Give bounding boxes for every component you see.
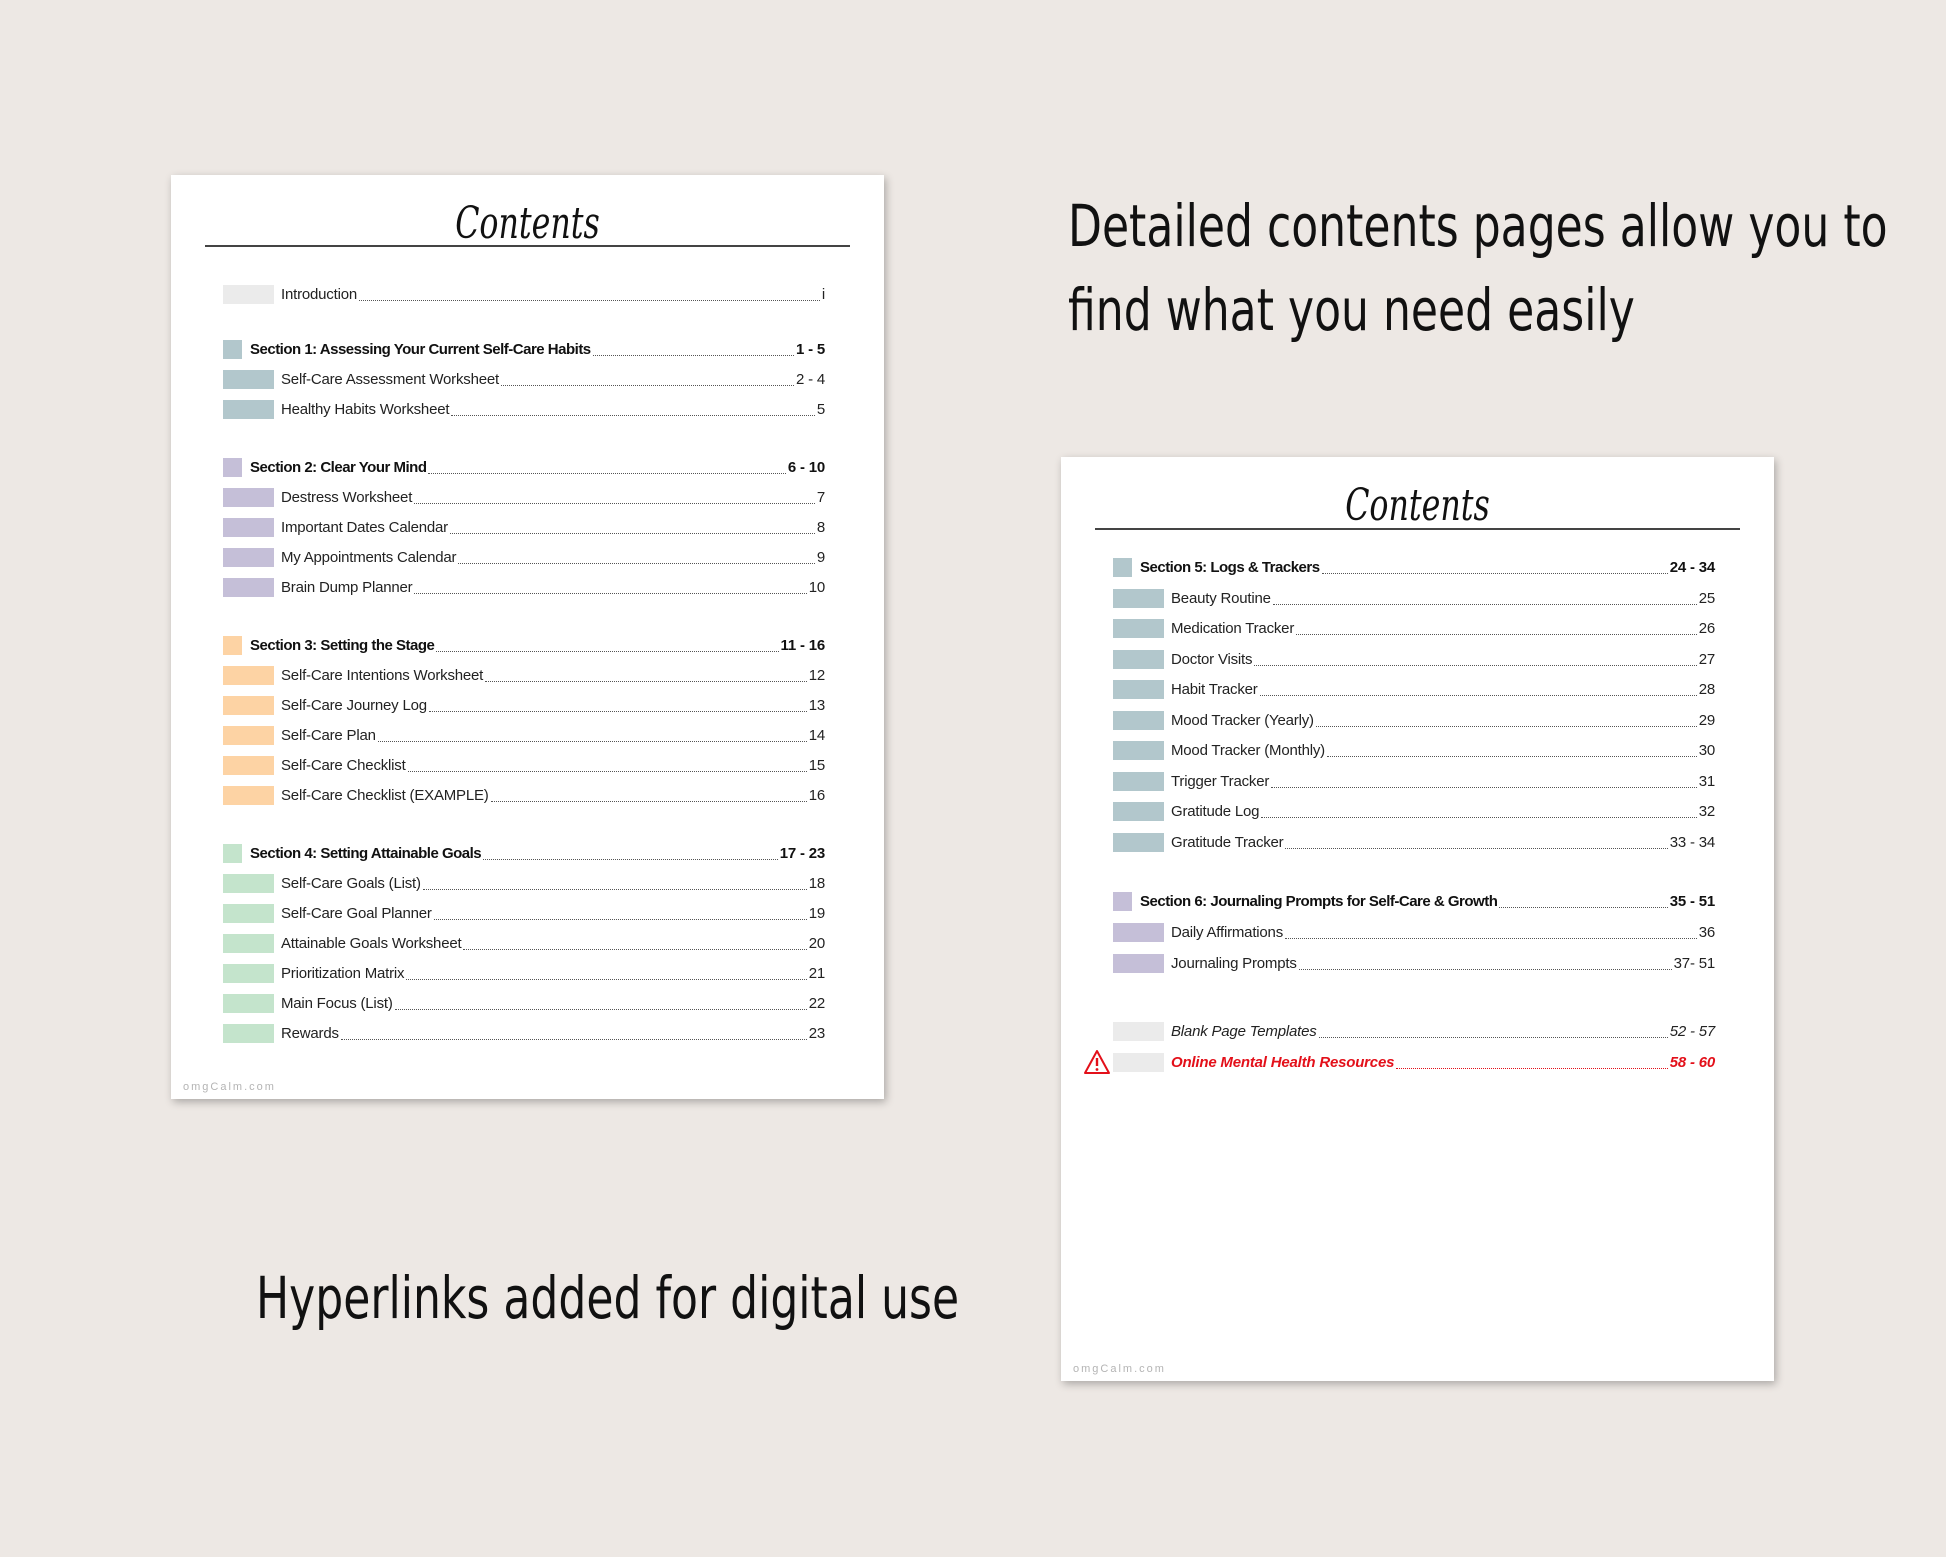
- toc-entry-section-4-setting-attainable-goals[interactable]: [223, 838, 825, 868]
- toc-entry-label: Brain Dump Planner: [281, 578, 413, 596]
- toc-entry-page-number: 22: [808, 994, 825, 1012]
- color-swatch: [223, 874, 274, 893]
- headline-hyperlinks-feature: Hyperlinks added for digital use: [256, 1264, 960, 1332]
- toc-entry-page-number: 52 - 57: [1669, 1022, 1715, 1040]
- toc-entry-label: Beauty Routine: [1171, 589, 1271, 607]
- color-swatch: [1113, 954, 1164, 973]
- toc-entry-destress-worksheet[interactable]: [223, 482, 825, 512]
- color-swatch: [223, 370, 274, 389]
- toc-entry-label: Section 6: Journaling Prompts for Self-Care & Growth: [1140, 892, 1498, 910]
- toc-entry-label: Trigger Tracker: [1171, 772, 1270, 790]
- dot-leader: [1327, 756, 1697, 757]
- toc-entry-prioritization-matrix[interactable]: [223, 958, 825, 988]
- dot-leader: [501, 385, 794, 386]
- color-swatch: [1113, 1022, 1164, 1041]
- headline-contents-feature: [1068, 184, 1888, 352]
- toc-entry-my-appointments-calendar[interactable]: [223, 542, 825, 572]
- color-swatch: [1113, 558, 1132, 577]
- toc-entry-page-number: 18: [808, 874, 825, 892]
- color-swatch: [1113, 619, 1164, 638]
- toc-entry-daily-affirmations[interactable]: [1113, 917, 1715, 947]
- dot-leader: [1273, 604, 1697, 605]
- toc-entry-page-number: 24 - 34: [1669, 558, 1715, 576]
- color-swatch: [1113, 833, 1164, 852]
- toc-entry-label: My Appointments Calendar: [281, 548, 457, 566]
- color-swatch: [223, 756, 274, 775]
- toc-entry-label: Mood Tracker (Monthly): [1171, 741, 1325, 759]
- color-swatch: [223, 578, 274, 597]
- toc-entry-section-2-clear-your-mind[interactable]: [223, 452, 825, 482]
- toc-entry-label: Section 5: Logs & Trackers: [1140, 558, 1320, 576]
- toc-entry-label: Self-Care Intentions Worksheet: [281, 666, 484, 684]
- dot-leader: [429, 711, 807, 712]
- color-swatch: [223, 934, 274, 953]
- dot-leader: [1285, 938, 1697, 939]
- dot-leader: [408, 771, 807, 772]
- color-swatch: [1113, 589, 1164, 608]
- color-swatch: [1113, 680, 1164, 699]
- toc-entry-label: Rewards: [281, 1024, 339, 1042]
- contents-page-right: [1061, 457, 1774, 1381]
- toc-entry-label: Introduction: [281, 285, 357, 303]
- toc-entry-page-number: 25: [1698, 589, 1715, 607]
- contents-page-left: [171, 175, 884, 1099]
- page-title: Contents: [1345, 480, 1490, 531]
- toc-entry-label: Self-Care Plan: [281, 726, 376, 744]
- toc-entry-blank-page-templates[interactable]: [1113, 1016, 1715, 1046]
- toc-entry-label: Important Dates Calendar: [281, 518, 448, 536]
- toc-entry-self-care-goals-list[interactable]: [223, 868, 825, 898]
- toc-entry-label: Medication Tracker: [1171, 619, 1295, 637]
- toc-entry-label: Gratitude Tracker: [1171, 833, 1284, 851]
- toc-entry-label: Self-Care Goals (List): [281, 874, 421, 892]
- toc-entry-label: Mood Tracker (Yearly): [1171, 711, 1314, 729]
- toc-entry-gratitude-log[interactable]: [1113, 796, 1715, 826]
- toc-entry-label: Daily Affirmations: [1171, 923, 1283, 941]
- dot-leader: [428, 473, 785, 474]
- toc-entry-page-number: 37- 51: [1673, 954, 1715, 972]
- dot-leader: [423, 889, 807, 890]
- toc-entry-label: Prioritization Matrix: [281, 964, 405, 982]
- color-swatch: [1113, 741, 1164, 760]
- dot-leader: [451, 415, 815, 416]
- toc-entry-page-number: 30: [1698, 741, 1715, 759]
- dot-leader: [434, 919, 807, 920]
- dot-leader: [1285, 848, 1667, 849]
- color-swatch: [223, 964, 274, 983]
- toc-entry-page-number: 27: [1698, 650, 1715, 668]
- dot-leader: [491, 801, 807, 802]
- color-swatch: [223, 1024, 274, 1043]
- color-swatch: [1113, 1053, 1164, 1072]
- dot-leader: [1260, 695, 1697, 696]
- toc-entry-label: Online Mental Health Resources: [1171, 1053, 1395, 1071]
- toc-entry-label: Main Focus (List): [281, 994, 393, 1012]
- dot-leader: [359, 300, 820, 301]
- dot-leader: [463, 949, 806, 950]
- dot-leader: [436, 651, 778, 652]
- toc-entry-medication-tracker[interactable]: [1113, 613, 1715, 643]
- toc-entry-label: Healthy Habits Worksheet: [281, 400, 450, 418]
- dot-leader: [341, 1039, 807, 1040]
- toc-entry-page-number: 15: [808, 756, 825, 774]
- dot-leader: [1271, 787, 1697, 788]
- footer-watermark: omgCalm.com: [183, 1081, 276, 1093]
- color-swatch: [223, 666, 274, 685]
- dot-leader: [450, 533, 815, 534]
- toc-entry-beauty-routine[interactable]: [1113, 583, 1715, 613]
- toc-entry-page-number: 21: [808, 964, 825, 982]
- toc-entry-page-number: 20: [808, 934, 825, 952]
- toc-entry-page-number: 2 - 4: [795, 370, 825, 388]
- toc-entry-page-number: 36: [1698, 923, 1715, 941]
- dot-leader: [414, 503, 815, 504]
- color-swatch: [223, 786, 274, 805]
- toc-entry-label: Gratitude Log: [1171, 802, 1260, 820]
- page-title: Contents: [455, 198, 600, 249]
- dot-leader: [1319, 1037, 1668, 1038]
- toc-entry-habit-tracker[interactable]: [1113, 674, 1715, 704]
- dot-leader: [1316, 726, 1697, 727]
- warning-icon: [1083, 1049, 1111, 1075]
- toc-entry-page-number: 16: [808, 786, 825, 804]
- color-swatch: [223, 458, 242, 477]
- title-divider: [1095, 528, 1740, 530]
- toc-entry-page-number: 31: [1698, 772, 1715, 790]
- dot-leader: [458, 563, 815, 564]
- dot-leader: [483, 859, 778, 860]
- dot-leader: [406, 979, 806, 980]
- dot-leader: [1322, 573, 1668, 574]
- color-swatch: [223, 548, 274, 567]
- toc-entry-label: Self-Care Checklist: [281, 756, 406, 774]
- dot-leader: [485, 681, 807, 682]
- toc-entry-page-number: i: [821, 285, 825, 303]
- color-swatch: [1113, 772, 1164, 791]
- headline-line-2: find what you need easily: [1068, 276, 1635, 344]
- color-swatch: [223, 904, 274, 923]
- color-swatch: [1113, 802, 1164, 821]
- color-swatch: [1113, 650, 1164, 669]
- toc-entry-doctor-visits[interactable]: [1113, 644, 1715, 674]
- toc-entry-label: Attainable Goals Worksheet: [281, 934, 462, 952]
- toc-entry-page-number: 17 - 23: [779, 844, 825, 862]
- toc-entry-label: Section 2: Clear Your Mind: [250, 458, 427, 476]
- toc-entry-label: Self-Care Checklist (EXAMPLE): [281, 786, 489, 804]
- toc-entry-journaling-prompts[interactable]: [1113, 948, 1715, 978]
- toc-entry-label: Section 3: Setting the Stage: [250, 636, 435, 654]
- toc-entry-page-number: 12: [808, 666, 825, 684]
- dot-leader: [593, 355, 794, 356]
- toc-entry-label: Habit Tracker: [1171, 680, 1258, 698]
- toc-entry-self-care-goal-planner[interactable]: [223, 898, 825, 928]
- color-swatch: [223, 400, 274, 419]
- color-swatch: [1113, 711, 1164, 730]
- toc-entry-main-focus-list[interactable]: [223, 988, 825, 1018]
- toc-entry-self-care-intentions-worksheet[interactable]: [223, 660, 825, 690]
- dot-leader: [1499, 907, 1667, 908]
- toc-entry-self-care-journey-log[interactable]: [223, 690, 825, 720]
- toc-entry-page-number: 13: [808, 696, 825, 714]
- toc-entry-label: Self-Care Assessment Worksheet: [281, 370, 499, 388]
- footer-watermark: omgCalm.com: [1073, 1363, 1166, 1375]
- toc-entry-mood-tracker-yearly[interactable]: [1113, 705, 1715, 735]
- toc-entry-label: Self-Care Journey Log: [281, 696, 427, 714]
- toc-entry-page-number: 26: [1698, 619, 1715, 637]
- toc-entry-label: Journaling Prompts: [1171, 954, 1297, 972]
- toc-entry-page-number: 32: [1698, 802, 1715, 820]
- dot-leader: [395, 1009, 807, 1010]
- dot-leader: [1261, 817, 1696, 818]
- toc-entry-gratitude-tracker[interactable]: [1113, 827, 1715, 857]
- toc-entry-page-number: 11 - 16: [780, 636, 825, 654]
- toc-entry-page-number: 33 - 34: [1669, 833, 1715, 851]
- toc-entry-introduction[interactable]: [223, 279, 825, 309]
- color-swatch: [223, 636, 242, 655]
- title-divider: [205, 245, 850, 247]
- toc-entry-page-number: 9: [816, 548, 825, 566]
- color-swatch: [223, 340, 242, 359]
- toc-entry-mood-tracker-monthly[interactable]: [1113, 735, 1715, 765]
- toc-entry-self-care-plan[interactable]: [223, 720, 825, 750]
- toc-entry-page-number: 29: [1698, 711, 1715, 729]
- toc-entry-trigger-tracker[interactable]: [1113, 766, 1715, 796]
- dot-leader: [1296, 634, 1697, 635]
- toc-entry-attainable-goals-worksheet[interactable]: [223, 928, 825, 958]
- toc-entry-brain-dump-planner[interactable]: [223, 572, 825, 602]
- toc-entry-label: Destress Worksheet: [281, 488, 413, 506]
- color-swatch: [223, 285, 274, 304]
- color-swatch: [223, 488, 274, 507]
- toc-entry-label: Section 4: Setting Attainable Goals: [250, 844, 482, 862]
- dot-leader: [1396, 1068, 1667, 1069]
- color-swatch: [223, 726, 274, 745]
- toc-entry-label: Blank Page Templates: [1171, 1022, 1317, 1040]
- color-swatch: [223, 518, 274, 537]
- toc-entry-page-number: 1 - 5: [795, 340, 825, 358]
- toc-entry-page-number: 23: [808, 1024, 825, 1042]
- toc-entry-label: Self-Care Goal Planner: [281, 904, 432, 922]
- color-swatch: [223, 994, 274, 1013]
- toc-entry-page-number: 58 - 60: [1669, 1053, 1715, 1071]
- toc-entry-rewards[interactable]: [223, 1018, 825, 1048]
- toc-entry-self-care-checklist[interactable]: [223, 750, 825, 780]
- color-swatch: [1113, 892, 1132, 911]
- toc-entry-section-6-journaling-prompts-for-self-care-growth[interactable]: [1113, 886, 1715, 916]
- toc-entry-section-3-setting-the-stage[interactable]: [223, 630, 825, 660]
- dot-leader: [414, 593, 806, 594]
- dot-leader: [1299, 969, 1672, 970]
- toc-entry-self-care-assessment-worksheet[interactable]: [223, 364, 825, 394]
- toc-entry-page-number: 28: [1698, 680, 1715, 698]
- toc-entry-page-number: 19: [808, 904, 825, 922]
- color-swatch: [1113, 923, 1164, 942]
- toc-entry-important-dates-calendar[interactable]: [223, 512, 825, 542]
- color-swatch: [223, 844, 242, 863]
- toc-entry-page-number: 10: [808, 578, 825, 596]
- toc-entry-page-number: 35 - 51: [1669, 892, 1715, 910]
- toc-entry-page-number: 8: [816, 518, 825, 536]
- headline-line-1: Detailed contents pages allow you to: [1068, 192, 1888, 260]
- dot-leader: [1254, 665, 1696, 666]
- toc-entry-section-5-logs-trackers[interactable]: [1113, 552, 1715, 582]
- toc-entry-healthy-habits-worksheet[interactable]: [223, 394, 825, 424]
- toc-entry-label: Doctor Visits: [1171, 650, 1253, 668]
- color-swatch: [223, 696, 274, 715]
- toc-entry-section-1-assessing-your-current-self-care-habits[interactable]: [223, 334, 825, 364]
- dot-leader: [378, 741, 807, 742]
- toc-entry-label: Section 1: Assessing Your Current Self-Care Habits: [250, 340, 591, 358]
- toc-entry-online-mental-health-resources[interactable]: [1113, 1047, 1715, 1077]
- toc-entry-page-number: 5: [816, 400, 825, 418]
- toc-entry-page-number: 7: [816, 488, 825, 506]
- toc-entry-page-number: 14: [808, 726, 825, 744]
- toc-entry-page-number: 6 - 10: [787, 458, 825, 476]
- toc-entry-self-care-checklist-example[interactable]: [223, 780, 825, 810]
